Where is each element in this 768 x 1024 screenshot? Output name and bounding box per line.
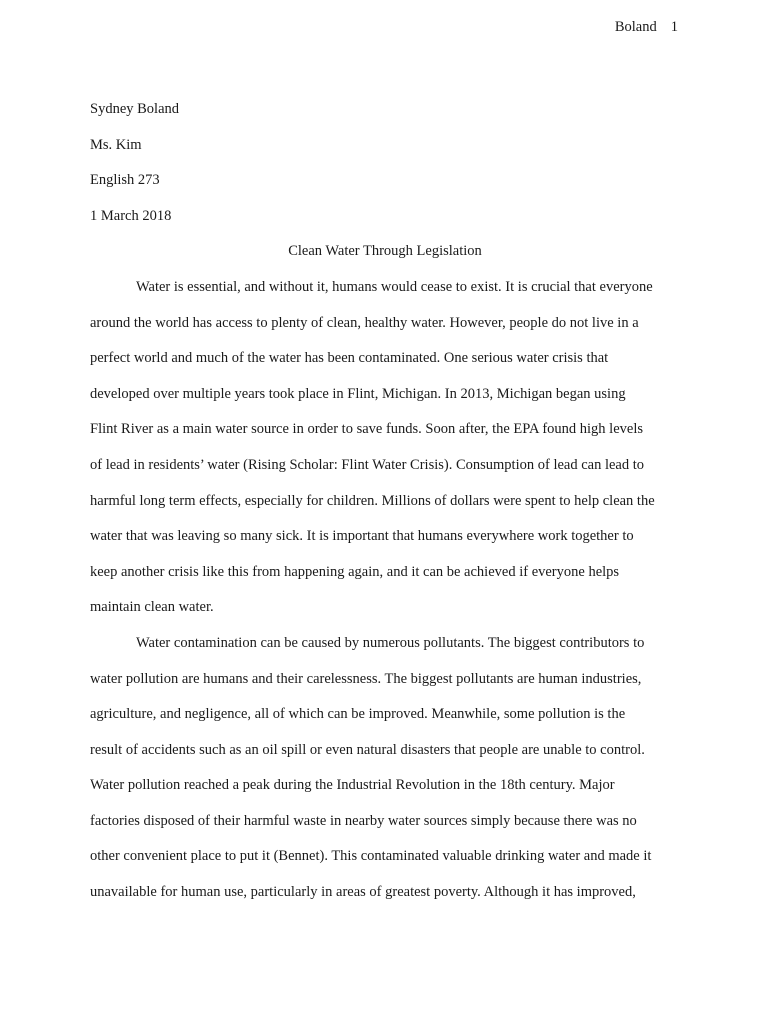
paragraph-1 [90, 270, 680, 626]
paragraph-line: Water is essential, and without it, humans would cease to exist. It is crucial that everyone [136, 278, 653, 295]
paragraph-line: Water contamination can be caused by numerous pollutants. The biggest contributors to [136, 634, 645, 651]
running-header [615, 17, 678, 37]
paragraph-line: developed over multiple years took place in Flint, Michigan. In 2013, Michigan began using [90, 385, 626, 402]
paragraph-line: factories disposed of their harmful waste in nearby water sources simply because there was no [90, 812, 637, 829]
page-number: 1 [670, 19, 678, 35]
document-body [90, 92, 680, 911]
paragraph-line: keep another crisis like this from happening again, and it can be achieved if everyone helps [90, 563, 620, 580]
heading-course: English 273 [90, 172, 160, 189]
paragraph-line: harmful long term effects, especially for children. Millions of dollars were spent to help clean the [90, 492, 655, 509]
paragraph-line: water that was leaving so many sick. It is important that humans everywhere work together to [90, 528, 634, 545]
paragraph-line: agriculture, and negligence, all of which can be improved. Meanwhile, some pollution is the [90, 706, 626, 723]
paragraph-line: of lead in residents’ water (Rising Scholar: Flint Water Crisis). Consumption of lead can lead to [90, 456, 645, 473]
paragraph-line: Water pollution reached a peak during the Industrial Revolution in the 18th century. Major [90, 777, 615, 794]
paragraph-line: maintain clean water. [90, 599, 214, 616]
heading-instructor: Ms. Kim [90, 136, 142, 153]
paragraph-line: other convenient place to put it (Bennet). This contaminated valuable drinking water and made it [90, 848, 652, 865]
paragraph-line: Flint River as a main water source in order to save funds. Soon after, the EPA found high levels [90, 421, 643, 438]
heading-date: 1 March 2018 [90, 207, 172, 224]
essay-title: Clean Water Through Legislation [288, 243, 482, 260]
paragraph-line: around the world has access to plenty of clean, healthy water. However, people do not live in a [90, 314, 639, 331]
paragraph-line: unavailable for human use, particularly in areas of greatest poverty. Although it has improved, [90, 884, 636, 901]
paragraph-2 [90, 626, 680, 911]
header-author-surname: Boland [614, 19, 657, 35]
paragraph-line: water pollution are humans and their carelessness. The biggest pollutants are human industries, [90, 670, 642, 687]
paragraph-line: perfect world and much of the water has been contaminated. One serious water crisis that [90, 350, 609, 367]
paragraph-line: result of accidents such as an oil spill or even natural disasters that people are unable to control. [90, 741, 645, 758]
heading-student-name: Sydney Boland [90, 101, 180, 117]
